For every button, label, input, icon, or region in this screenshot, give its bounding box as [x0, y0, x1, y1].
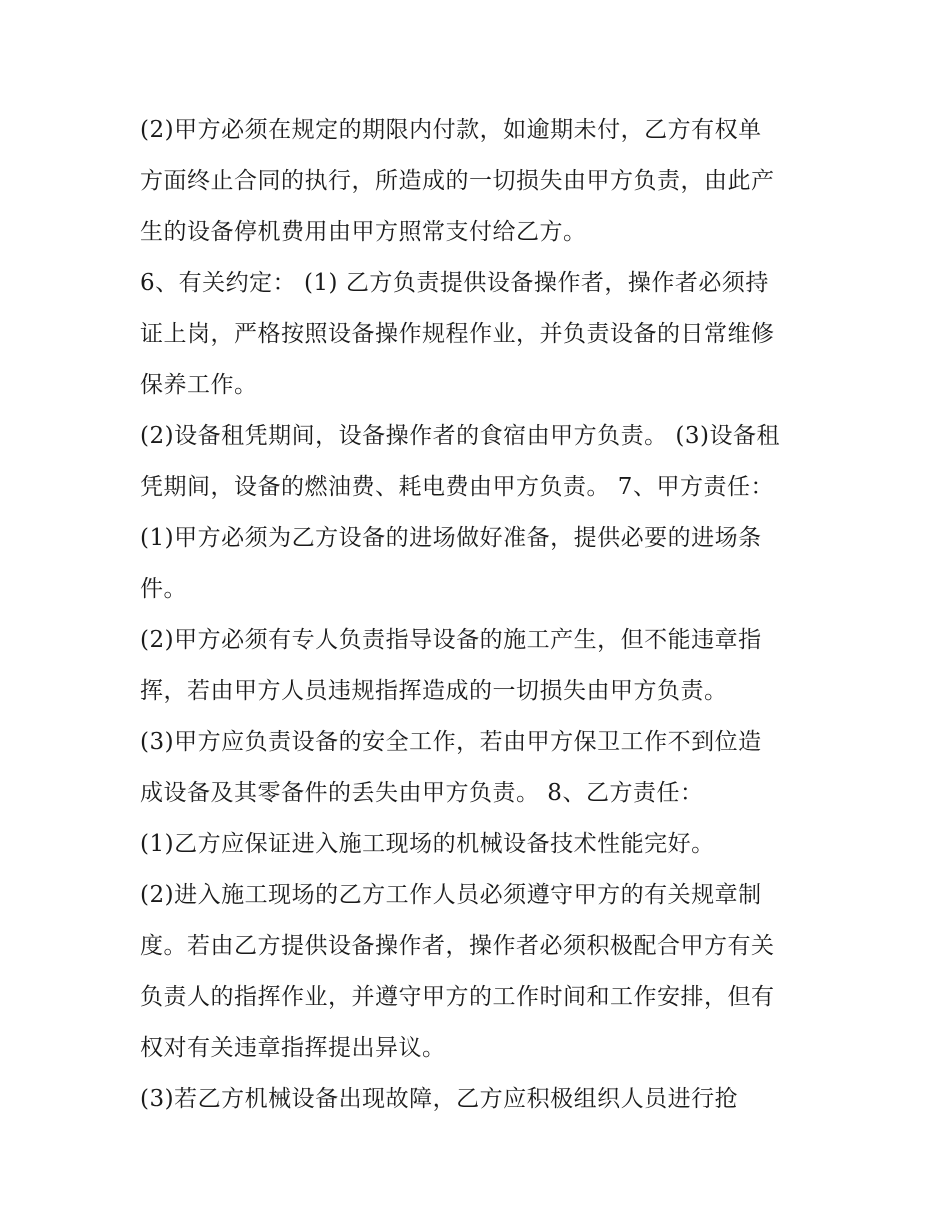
text-line: (3)若乙方机械设备出现故障，乙方应积极组织人员进行抢 [140, 1086, 739, 1112]
text-line: 方面终止合同的执行，所造成的一切损失由甲方负责，由此产 [140, 168, 775, 194]
text-line: 度。若由乙方提供设备操作者，操作者必须积极配合甲方有关 [140, 933, 775, 959]
text-line: 证上岗，严格按照设备操作规程作业，并负责设备的日常维修 [140, 321, 775, 347]
text-line: (3)甲方应负责设备的安全工作，若由甲方保卫工作不到位造 [140, 729, 762, 755]
text-line: 权对有关违章指挥提出异议。 [140, 1035, 446, 1061]
text-line: (2)甲方必须在规定的期限内付款，如逾期未付，乙方有权单 [140, 117, 762, 143]
text-line: (2)甲方必须有专人负责指导设备的施工产生，但不能违章指 [140, 627, 762, 653]
text-line: (1)乙方应保证进入施工现场的机械设备技术性能完好。 [140, 831, 715, 857]
text-line: (2)进入施工现场的乙方工作人员必须遵守甲方的有关规章制 [140, 882, 762, 908]
text-line: 件。 [140, 576, 187, 602]
text-line: 成设备及其零备件的丢失由甲方负责。 8、乙方责任： [140, 780, 704, 806]
text-line: 挥，若由甲方人员违规指挥造成的一切损失由甲方负责。 [140, 678, 728, 704]
text-line: 凭期间，设备的燃油费、耗电费由甲方负责。 7、甲方责任： [140, 474, 774, 500]
text-line: 负责人的指挥作业，并遵守甲方的工作时间和工作安排，但有 [140, 984, 775, 1010]
text-line: 保养工作。 [140, 372, 258, 398]
text-line: 生的设备停机费用由甲方照常支付给乙方。 [140, 219, 587, 245]
text-line: 6、有关约定： (1) 乙方负责提供设备操作者，操作者必须持 [140, 270, 769, 296]
document-body [140, 105, 820, 1125]
text-line: (2)设备租凭期间，设备操作者的食宿由甲方负责。 (3)设备租 [140, 423, 780, 449]
text-line: (1)甲方必须为乙方设备的进场做好准备，提供必要的进场条 [140, 525, 762, 551]
